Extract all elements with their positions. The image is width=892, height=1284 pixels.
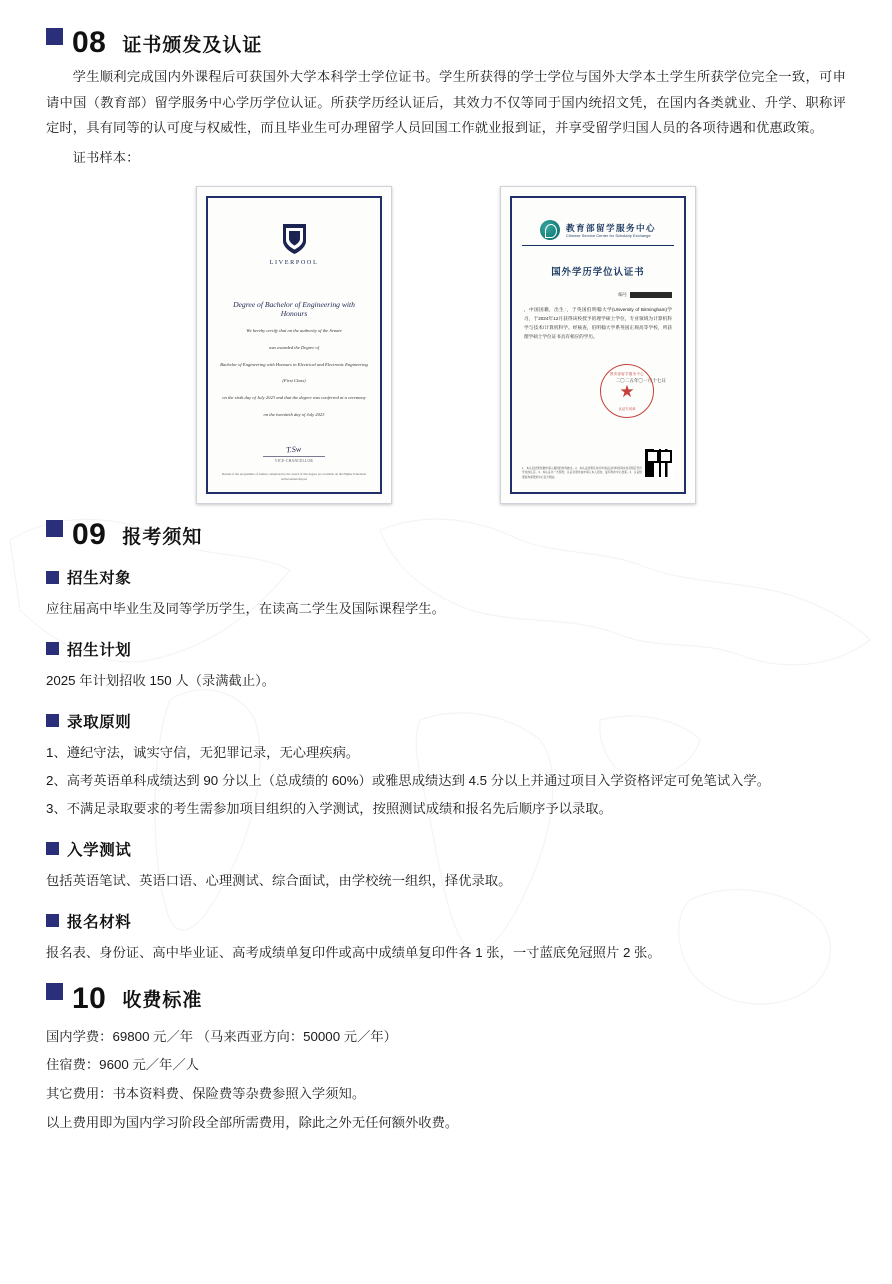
subsection-heading-entrance-test: [46, 838, 846, 860]
cscse-divider: [522, 245, 674, 246]
square-bullet-icon: [46, 520, 63, 537]
subsection-body-admission-plan: [46, 668, 846, 694]
section-08-paragraph-2: 证书样本：: [72, 149, 140, 165]
section-title: 证书颁发及认证: [122, 34, 263, 56]
fee-line-note: 以上费用即为国内学习阶段全部所需费用，除此之外无任何额外收费。: [46, 1115, 459, 1131]
text-line: 3、不满足录取要求的考生需参加项目组织的入学测试，按照测试成绩和报名先后顺序予以录取。: [46, 800, 612, 816]
section-title: 报考须知: [122, 526, 203, 548]
seal-bottom-text: 认证专用章: [618, 407, 636, 412]
cscse-issue-date: 二〇二五年〇一月十七日: [615, 377, 666, 383]
cscse-body-text: ，中国国籍，出生：，于英国伯明翰大学(University of Birmingham)学习，于2024年12月获得该校授予的理学硕士学位，专业领域为计算机科学与技术/计算机科学。经核查，伯明翰大学系英国正规高等学校，所获理学硕士学位证书具有相应的学历。: [524, 307, 672, 339]
signature-rule: [263, 456, 325, 457]
subsection-label: 入学测试: [67, 841, 132, 859]
cscse-certificate-number: [618, 292, 672, 298]
subsection-label: 报名材料: [67, 913, 132, 931]
subsection-label: 招生计划: [67, 641, 132, 659]
square-bullet-icon: [46, 914, 59, 927]
degree-signature-caption: VICE-CHANCELLOR: [274, 458, 314, 463]
degree-signature: T.Sw: [286, 444, 302, 455]
square-bullet-icon: [46, 714, 59, 727]
square-bullet-icon: [46, 983, 63, 1000]
certificate-samples: [46, 186, 846, 504]
fee-line-accommodation: 住宿费：9600 元／年／人: [46, 1057, 199, 1073]
redaction-bar: [630, 292, 672, 298]
fee-line-other: 其它费用：书本资料费、保险费等杂费参照入学须知。: [46, 1086, 366, 1102]
seal-star-icon: ★: [619, 381, 635, 401]
square-bullet-icon: [46, 842, 59, 855]
cscse-number-label: 编号: [618, 292, 627, 298]
text-line: 应往届高中毕业生及同等学历学生，在读高二学生及国际课程学生。: [46, 601, 445, 617]
section-title: 收费标准: [122, 990, 203, 1012]
text-line: 1、遵纪守法，诚实守信，无犯罪记录，无心理疾病。: [46, 744, 360, 760]
subsection-label: 录取原则: [67, 713, 132, 731]
subsection-heading-admission-plan: [46, 638, 846, 660]
degree-footnote: Details of the programme of studies completed by the award of this degree are available on the Higher Education Achievement Report: [221, 472, 367, 482]
degree-line-2: was awarded the Degree of: [268, 344, 320, 350]
section-heading-08: [46, 28, 846, 58]
subsection-body-admission-principles: [46, 740, 846, 822]
text-line: 包括英语笔试、英语口语、心理测试、综合面试，由学校统一组织，择优录取。: [46, 872, 512, 888]
degree-university-name: LIVERPOOL: [269, 259, 319, 267]
cscse-certificate-title: 国外学历学位认证书: [551, 266, 645, 278]
section-heading-09: [46, 520, 846, 550]
subsection-heading-admission-targets: [46, 566, 846, 588]
section-number: 10: [72, 981, 107, 1015]
degree-line-5: on the sixth day of July 2023 and that the degree was conferred at a ceremony: [222, 395, 366, 401]
square-bullet-icon: [46, 571, 59, 584]
text-line: 2、高考英语单科成绩达到 90 分以上（总成绩的 60%）或雅思成绩达到 4.5 分以上并通过项目入学资格评定可免笔试入学。: [46, 772, 771, 788]
seal-top-text: 教育部留学服务中心: [609, 372, 645, 377]
section-heading-10: [46, 981, 846, 1015]
cscse-fine-print: 1、本认证结果依据申请人提供的材料做出。2、本认证结果系对所申请认证材料的真实性及相应学历学位的认定。3、本认证书一式两份，认证书原件由申请人本人留存，复印件存中心档案。4、认证结果查询请登录中心官方网站。: [522, 467, 642, 479]
university-crest-icon: [281, 222, 308, 255]
subsection-heading-admission-principles: [46, 710, 846, 732]
degree-line-3: Bachelor of Engineering with Honours in Electrical and Electronic Engineering: [220, 361, 368, 367]
text-line: 2025 年计划招收 150 人（录满截止）。: [46, 672, 276, 688]
degree-title: Degree of Bachelor of Engineering with Honours: [233, 300, 355, 319]
section-number: 08: [72, 26, 107, 59]
text-line: 报名表、身份证、高中毕业证、高考成绩单复印件或高中成绩单复印件各 1 张，一寸蓝底免冠照片 2 张。: [46, 944, 661, 960]
qr-code-icon: [644, 448, 674, 478]
subsection-body-admission-targets: [46, 596, 846, 622]
official-seal-icon: [600, 364, 654, 418]
square-bullet-icon: [46, 28, 63, 45]
degree-line-6: on the twentieth day of July 2023: [263, 412, 325, 418]
square-bullet-icon: [46, 642, 59, 655]
degree-line-4: (First Class): [282, 378, 306, 384]
degree-line-1: We hereby certify that on the authority of the Senate: [246, 328, 342, 334]
cscse-org-name-cn: 教育部留学服务中心: [566, 223, 656, 234]
cscse-org-name-en: Chinese Service Center for Scholarly Exchange: [566, 234, 651, 239]
fee-list: [46, 1024, 846, 1137]
subsection-label: 招生对象: [67, 570, 132, 588]
section-08-paragraph-1: 学生顺利完成国内外课程后可获国外大学本科学士学位证书。学生所获得的学士学位与国外大学本土学生所获学位完全一致，可申请中国（教育部）留学服务中心学历学位认证。所获学历经认证后，其效力不仅等同于国内统招文凭，在国内各类就业、升学、职称评定时，具有同等的认可度与权威性，而且毕业生可办理留学人员回国工作就业报到证，并享受留学归国人员的各项待遇和优惠政策。: [46, 69, 846, 136]
subsection-body-entrance-test: [46, 868, 846, 894]
subsection-body-application-materials: [46, 940, 846, 966]
subsection-heading-application-materials: [46, 910, 846, 932]
degree-certificate-image: [196, 186, 392, 504]
cscse-certificate-image: [500, 186, 696, 504]
section-number: 09: [72, 518, 107, 552]
fee-line-tuition: 国内学费：69800 元／年 （马来西亚方向：50000 元／年）: [46, 1028, 397, 1044]
cscse-logo-icon: [540, 220, 560, 240]
